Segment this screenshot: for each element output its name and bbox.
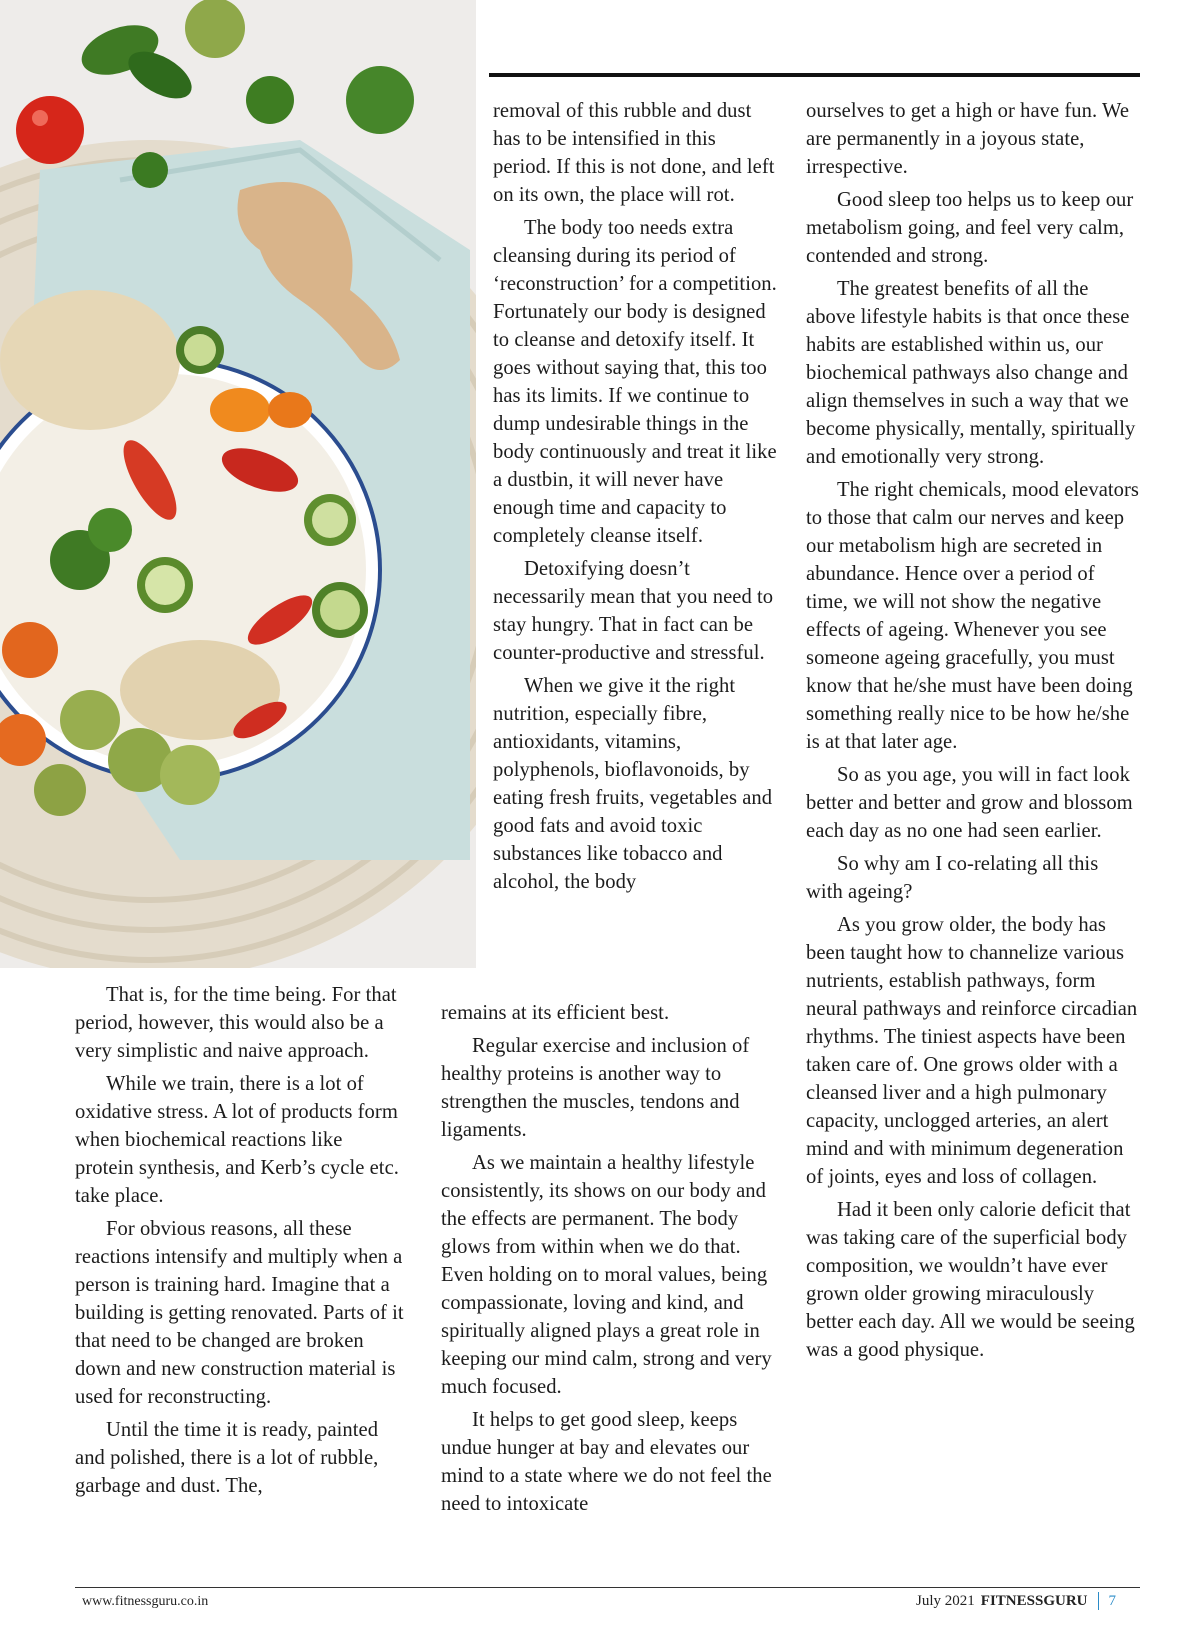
paragraph: ourselves to get a high or have fun. We are permanently in a joyous state, irrespective. [806,100,1130,178]
paragraph: Had it been only calorie deficit that was taking care of the superficial body composition, we wouldn’t have ever grown older growing miraculously better each day. All we would be seeing was a good physique. [806,1199,1135,1361]
paragraph: remains at its efficient best. [441,1002,670,1024]
paragraph: When we give it the right nutrition, especially fibre, antioxidants, vitamins, polyphenols, bioflavonoids, by eating fresh fruits, vegetables and good fats and avoid toxic substances like tobacco and alcohol, the body [493,675,773,893]
footer-issue-date: July 2021 [916,1592,975,1609]
footer-issue-info [916,1592,1116,1610]
paragraph: For obvious reasons, all these reactions intensify and multiply when a person is training hard. Imagine that a building is getting renovated. Parts of it that need to be changed are broken down and new construction material is used for reconstructing. [75,1218,404,1408]
paragraph: While we train, there is a lot of oxidative stress. A lot of products form when biochemical reactions like protein synthesis, and Kerb’s cycle etc. take place. [75,1073,399,1207]
paragraph: It helps to get good sleep, keeps undue hunger at bay and elevates our mind to a state where we do not feel the need to intoxicate [441,1409,772,1515]
salad-bowl-photo [0,0,476,968]
footer-divider [75,1587,1140,1588]
page-number: 7 [1108,1592,1116,1609]
paragraph: That is, for the time being. For that period, however, this would also be a very simplistic and naive approach. [75,984,397,1062]
article-column-3 [806,97,1140,1369]
paragraph: So why am I co-relating all this with ageing? [806,853,1099,903]
article-column-1 [75,981,405,1505]
paragraph: As you grow older, the body has been taught how to channelize various nutrients, establish pathways, form neural pathways and reinforce circadian rhythms. The tiniest aspects have been taken care of. One grows older with a cleansed liver and a high pulmonary capacity, unclogged arteries, an alert mind and with minimum degeneration of joints, eyes and loss of collagen. [806,914,1138,1188]
paragraph: removal of this rubble and dust has to be intensified in this period. If this is not done, and left on its own, the place will rot. [493,100,775,206]
paragraph: Good sleep too helps us to keep our metabolism going, and feel very calm, contended and strong. [806,189,1134,267]
article-column-2-top [493,97,778,901]
top-divider [489,73,1140,77]
paragraph: The body too needs extra cleansing during its period of ‘reconstruction’ for a competition. Fortunately our body is designed to cleanse and detoxify itself. It goes without saying that, this too has its limits. If we continue to dump undesirable things in the body continuously and treat it like a dustbin, it will never have enough time and capacity to completely cleanse itself. [493,217,777,547]
footer-separator [1098,1592,1099,1610]
paragraph: Detoxifying doesn’t necessarily mean that you need to stay hungry. That in fact can be counter-productive and stressful. [493,558,774,664]
paragraph: So as you age, you will in fact look better and better and grow and blossom each day as no one had seen earlier. [806,764,1133,842]
paragraph: Regular exercise and inclusion of healthy proteins is another way to strengthen the muscles, tendons and ligaments. [441,1035,750,1141]
article-column-2-bottom [441,999,776,1523]
paragraph: The right chemicals, mood elevators to those that calm our nerves and keep our metabolism high are secreted in abundance. Hence over a period of time, we will not show the negative effects of ageing. Whenever you see someone ageing gracefully, you must know that he/she must have been doing something really nice to be how he/she is at that later age. [806,479,1139,753]
paragraph: Until the time it is ready, painted and polished, there is a lot of rubble, garbage and dust. The, [75,1419,379,1497]
footer-website-url[interactable]: www.fitnessguru.co.in [82,1594,209,1609]
footer-magazine-name: FITNESSGURU [980,1592,1088,1609]
paragraph: The greatest benefits of all the above lifestyle habits is that once these habits are established within us, our biochemical pathways also change and align themselves in such a way that we become physically, mentally, spiritually and emotionally very strong. [806,278,1136,468]
paragraph: As we maintain a healthy lifestyle consistently, its shows on our body and the effects are permanent. The body glows from within when we do that. Even holding on to moral values, being compassionate, loving and kind, and spiritually aligned plays a great role in keeping our mind calm, strong and very much focused. [441,1152,772,1398]
